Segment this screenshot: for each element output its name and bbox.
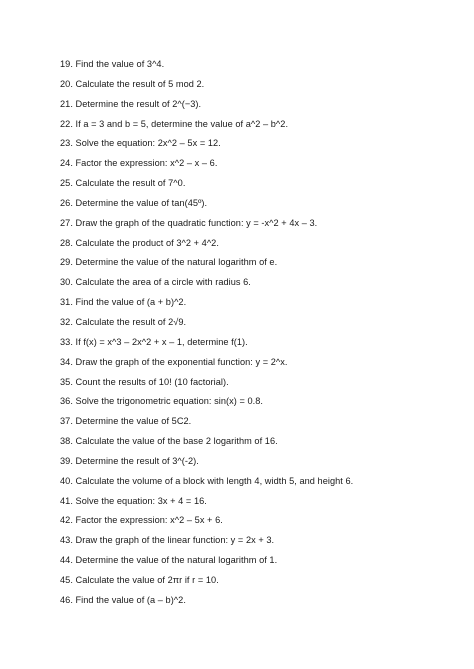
question-item: 33. If f(x) = x^3 – 2x^2 + x – 1, determine f(1).: [60, 336, 248, 347]
question-item: 37. Determine the value of 5C2.: [60, 416, 192, 427]
question-item: 28. Calculate the product of 3^2 + 4^2.: [60, 237, 219, 248]
question-item: 30. Calculate the area of a circle with radius 6.: [60, 277, 251, 288]
question-item: 36. Solve the trigonometric equation: sin(x) = 0.8.: [60, 396, 263, 407]
question-item: 43. Draw the graph of the linear function: y = 2x + 3.: [60, 535, 275, 546]
question-item: 20. Calculate the result of 5 mod 2.: [60, 78, 205, 89]
question-item: 24. Factor the expression: x^2 – x – 6.: [60, 158, 218, 169]
question-item: 21. Determine the result of 2^(−3).: [60, 98, 202, 109]
question-item: 34. Draw the graph of the exponential function: y = 2^x.: [60, 356, 288, 367]
question-item: 39. Determine the result of 3^(-2).: [60, 455, 199, 466]
question-item: 25. Calculate the result of 7^0.: [60, 178, 186, 189]
question-item: 19. Find the value of 3^4.: [60, 59, 165, 69]
question-item: 29. Determine the value of the natural logarithm of e.: [60, 257, 278, 268]
question-item: 22. If a = 3 and b = 5, determine the value of a^2 – b^2.: [60, 118, 289, 129]
question-item: 46. Find the value of (a – b)^2.: [60, 594, 186, 605]
question-list: [60, 55, 460, 611]
question-item: 32. Calculate the result of 2√9.: [60, 316, 187, 327]
question-item: 40. Calculate the volume of a block with length 4, width 5, and height 6.: [60, 475, 354, 486]
question-item: 45. Calculate the value of 2πr if r = 10.: [60, 574, 219, 585]
question-item: 27. Draw the graph of the quadratic function: y = -x^2 + 4x – 3.: [60, 217, 318, 228]
question-item: 41. Solve the equation: 3x + 4 = 16.: [60, 495, 207, 506]
question-item: 26. Determine the value of tan(45º).: [60, 197, 208, 208]
question-item: 42. Factor the expression: x^2 – 5x + 6.: [60, 515, 223, 526]
question-item: 44. Determine the value of the natural logarithm of 1.: [60, 555, 278, 566]
question-item: 31. Find the value of (a + b)^2.: [60, 297, 187, 308]
question-item: 38. Calculate the value of the base 2 logarithm of 16.: [60, 436, 278, 447]
question-item: 35. Count the results of 10! (10 factorial).: [60, 376, 229, 387]
question-item: 23. Solve the equation: 2x^2 – 5x = 12.: [60, 138, 221, 149]
